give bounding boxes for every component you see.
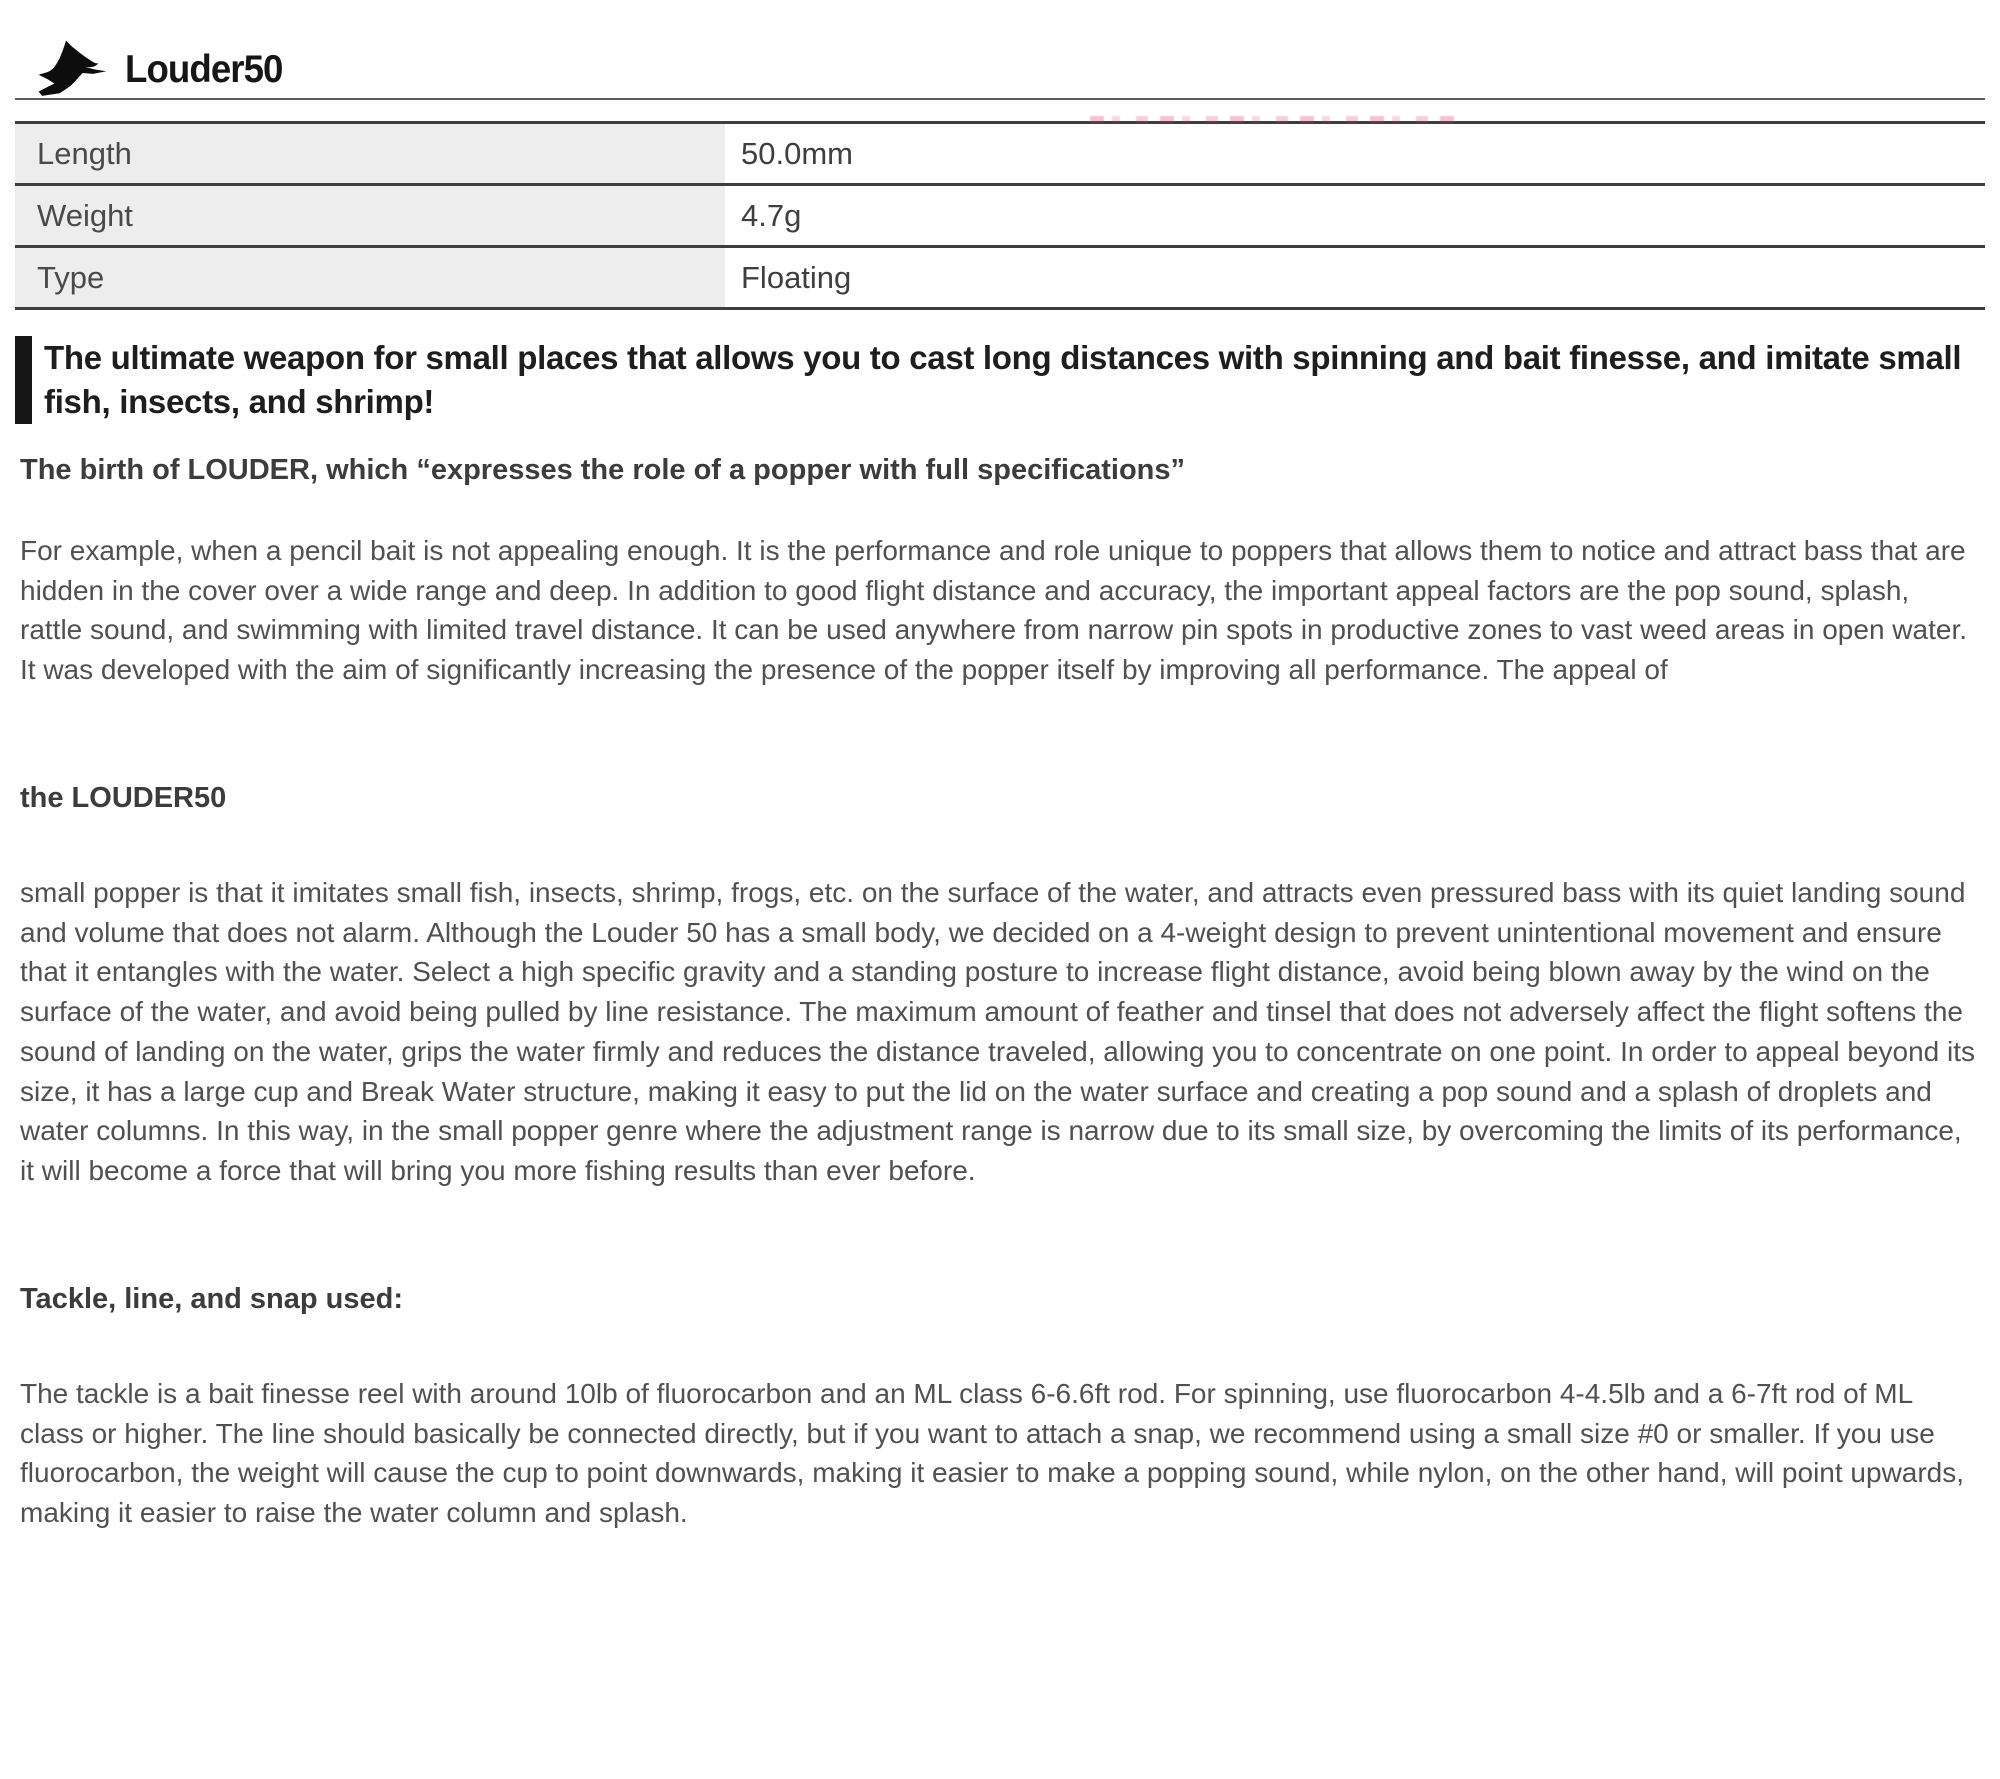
spec-value: 4.7g (741, 197, 802, 233)
paragraph-tackle-recommendation: The tackle is a bait finesse reel with around 10lb of fluorocarbon and an ML class 6-6.6ft rod. For spinning, use fluorocarbon 4-4.5lb and a 6-7ft rod of ML class or higher. The line should basically be connected directly, but if you want to attach a snap, we recommend using a small size #0 or smaller. If you use fluorocarbon, the weight will cause the cup to point downwards, making it easier to make a popping sound, while nylon, on the other hand, will point upwards, making it easier to raise the water column and splash. (20, 1377, 1965, 1528)
subheading-tackle-line-snap: Tackle, line, and snap used: (20, 1282, 404, 1315)
paragraph-popper-role: For example, when a pencil bait is not appealing enough. It is the performance and role unique to poppers that allows them to notice and attract bass that are hidden in the cover over a wide range and deep. In addition to good flight distance and accuracy, the important appeal factors are the pop sound, splash, rattle sound, and swimming with limited travel distance. It can be used anywhere from narrow pin spots in productive zones to vast weed areas in open water. It was developed with the aim of significantly increasing the presence of the popper itself by improving all performance. The appeal of (20, 534, 1967, 685)
headline-accent-bar (15, 336, 32, 424)
spec-row-length (15, 124, 1985, 186)
paragraph-small-popper: small popper is that it imitates small fish, insects, shrimp, frogs, etc. on the surface of the water, and attracts even pressured bass with its quiet landing sound and volume that does not alarm. Although the Louder 50 has a small body, we decided on a 4-weight design to prevent unintentional movement and ensure that it entangles with the water. Select a high specific gravity and a standing posture to increase flight distance, avoid being blown away by the wind on the surface of the water, and avoid being pulled by line resistance. The maximum amount of feather and tinsel that does not adversely affect the flight softens the sound of landing on the water, grips the water firmly and reduces the distance traveled, allowing you to concentrate on one point. In order to appeal beyond its size, it has a large cup and Break Water structure, making it easy to put the lid on the water surface and creating a pop sound and a splash of droplets and water columns. In this way, in the small popper genre where the adjustment range is narrow due to its small size, by overcoming the limits of its performance, it will become a force that will bring you more fishing results than ever before. (20, 876, 1975, 1186)
headline-blockquote (15, 336, 1985, 424)
subheading-the-louder50: the LOUDER50 (20, 781, 227, 814)
spec-label: Length (15, 124, 725, 183)
spec-table (15, 121, 1985, 310)
spec-label: Type (15, 248, 725, 307)
subheading-birth-of-louder: The birth of LOUDER, which “expresses the role of a popper with full specifications” (20, 453, 1185, 486)
spec-row-weight (15, 186, 1985, 248)
spec-value: 50.0mm (741, 135, 853, 171)
headline-text: The ultimate weapon for small places that allows you to cast long distances with spinning and bait finesse, and imitate small fish, insects, and shrimp! (44, 339, 1962, 420)
spec-value: Floating (741, 259, 852, 295)
bird-silhouette-icon (21, 18, 109, 98)
brand-title: Louder50 (125, 48, 283, 91)
spec-row-type (15, 248, 1985, 310)
spec-label: Weight (15, 186, 725, 245)
page-header (15, 0, 1985, 100)
